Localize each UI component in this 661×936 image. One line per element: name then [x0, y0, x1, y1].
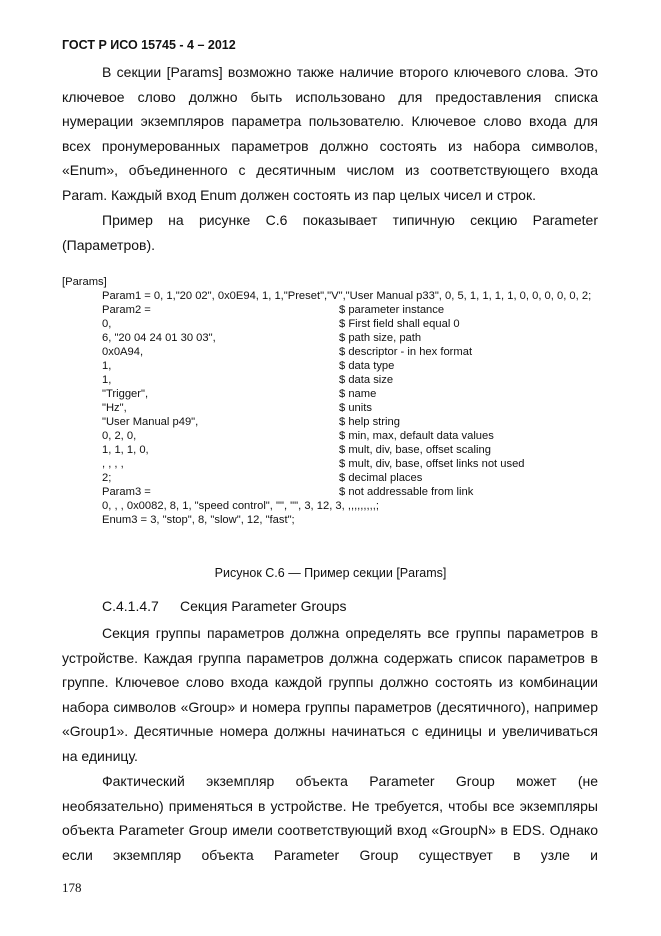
code-comment: $ mult, div, base, offset scaling: [339, 444, 491, 456]
code-value: 1,: [102, 360, 112, 372]
figure-caption: Рисунок С.6 — Пример секции [Params]: [214, 566, 447, 580]
code-line: [62, 373, 602, 387]
code-value: "User Manual p49",: [102, 416, 199, 428]
paragraph-example-intro: Пример на рисунке С.6 показывает типичную секцию Parameter (Параметров).: [62, 212, 598, 253]
code-comment: $ name: [339, 388, 377, 400]
code-value: 1,: [102, 374, 112, 386]
code-comment: $ decimal places: [339, 472, 423, 484]
document-header: ГОСТ Р ИСО 15745 - 4 – 2012: [62, 38, 236, 52]
code-comment: $ path size, path: [339, 332, 422, 344]
code-line: [62, 345, 602, 359]
page-number: 178: [62, 880, 82, 895]
code-comment: $ descriptor - in hex format: [339, 346, 473, 358]
paragraph-params-enum: В секции [Params] возможно также наличие второго ключевого слова. Это ключевое слово должно быть использовано для предоставления списка нумерации экземпляров параметра пользователю. Ключевое слово входа для всех пронумерованных параметров должно состоять из набора символов, «Enum», объединенного с десятичным числом из соответствующего входа Param. Каждый вход Enum должен состоять из пар целых чисел и строк.: [62, 64, 598, 203]
code-value: 6, "20 04 24 01 30 03",: [102, 332, 216, 344]
section-title: Секция Parameter Groups: [180, 598, 347, 614]
code-line: [62, 485, 602, 499]
code-line: [62, 401, 602, 415]
code-line: [62, 457, 602, 471]
code-section-keyword: [Params]: [62, 276, 107, 288]
code-comment: $ data type: [339, 360, 395, 372]
code-comment: $ First field shall equal 0: [339, 318, 460, 330]
code-line: [62, 429, 602, 443]
code-value: 1, 1, 1, 0,: [102, 444, 149, 456]
code-line: [62, 415, 602, 429]
paragraph-parameter-groups: Секция группы параметров должна определять все группы параметров в устройстве. Каждая группа параметров должна содержать список параметров в группе. Ключевое слово входа каждой группы должно состоять из комбинации набора символов «Group» и номера группы параметров (десятичного), например «Group1». Десятичные номера должны начинаться с единицы и увеличиваться на единицу.: [62, 625, 598, 764]
code-comment: $ units: [339, 402, 372, 414]
code-value: Param3 =: [102, 486, 151, 498]
code-line: [62, 443, 602, 457]
code-value: "Trigger",: [102, 388, 149, 400]
code-value: , , , ,: [102, 458, 124, 470]
code-value: Param2 =: [102, 304, 151, 316]
code-comment: $ min, max, default data values: [339, 430, 494, 442]
code-line: [62, 331, 602, 345]
section-heading: [102, 598, 347, 614]
section-number: С.4.1.4.7: [102, 598, 159, 614]
code-value: 0x0A94,: [102, 346, 144, 358]
code-comment: $ parameter instance: [339, 304, 445, 316]
code-line: [62, 317, 602, 331]
code-comment: $ not addressable from link: [339, 486, 474, 498]
code-param3-value: 0, , , 0x0082, 8, 1, "speed control", "", "", 3, 12, 3, ,,,,,,,,,;: [102, 500, 379, 512]
code-param1: Param1 = 0, 1,"20 02", 0x0E94, 1, 1,"Preset","V","User Manual p33", 0, 5, 1, 1, 1, 1, 0, 0, 0, 0, 0, 2;: [102, 290, 592, 302]
code-line: [62, 387, 602, 401]
code-enum3: Enum3 = 3, "stop", 8, "slow", 12, "fast";: [102, 514, 295, 526]
code-value: "Hz",: [102, 402, 127, 414]
code-value: 0, 2, 0,: [102, 430, 137, 442]
code-value: 2;: [102, 472, 112, 484]
code-line: [62, 303, 602, 317]
paragraph-group-instance: Фактический экземпляр объекта Parameter Group может (не необязательно) применяться в устройстве. Не требуется, чтобы все экземпляры объекта Parameter Group имели соответствующий вход «GroupN» в EDS. Однако если экземпляр объекта Parameter Group существует в узле и: [62, 773, 598, 863]
code-comment: $ mult, div, base, offset links not used: [339, 458, 525, 470]
code-line: [62, 471, 602, 485]
code-line: [62, 359, 602, 373]
code-comment: $ data size: [339, 374, 394, 386]
code-value: 0,: [102, 318, 112, 330]
code-comment: $ help string: [339, 416, 400, 428]
code-listing: [62, 275, 602, 527]
